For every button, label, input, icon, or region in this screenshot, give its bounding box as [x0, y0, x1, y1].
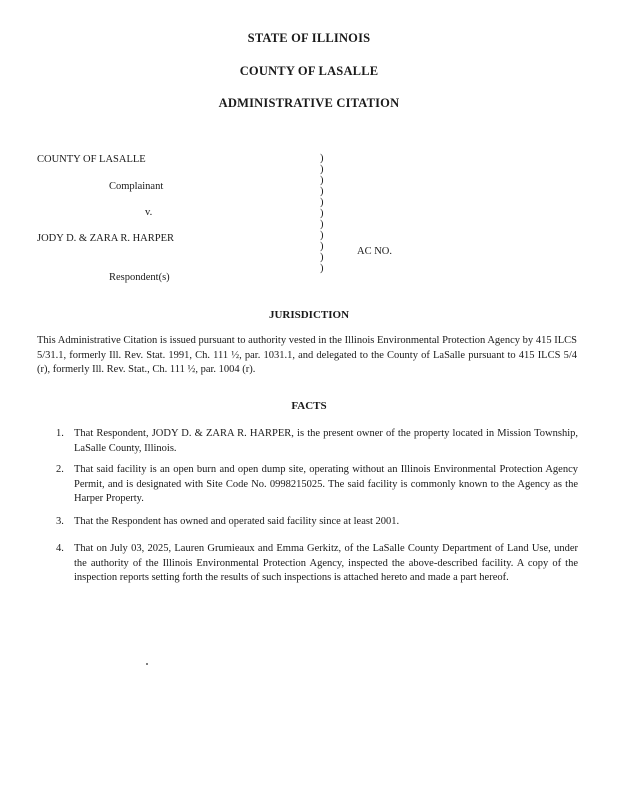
fact-item	[56, 427, 578, 456]
fact-text: That the Respondent has owned and operated said facility since at least 2001.	[74, 516, 400, 527]
paren: )	[320, 241, 324, 252]
fact-number: 4.	[56, 543, 64, 554]
ac-number-label: AC NO.	[357, 246, 393, 257]
versus-label: v.	[145, 207, 153, 218]
paren: )	[320, 263, 324, 274]
fact-item	[56, 542, 578, 586]
jurisdiction-paragraph: This Administrative Citation is issued pursuant to authority vested in the Illinois Environmental Protection Agency by 415 ILCS 5/31.1, formerly Ill. Rev. Stat. 1991, Ch. 111 ½, par. 1031.1, and delegated to the County of LaSalle pursuant to 415 ILCS 5/4 (r), formerly Ill. Rev. Stat., Ch. 111 ½, par. 1004 (r).	[37, 335, 577, 375]
facts-heading: FACTS	[291, 400, 327, 412]
paren: )	[320, 230, 324, 241]
respondent-label: Respondent(s)	[109, 272, 170, 283]
paren: )	[320, 153, 324, 164]
fact-text: That Respondent, JODY D. & ZARA R. HARPER, is the present owner of the property located in Mission Township, LaSalle County, Illinois.	[74, 428, 578, 454]
complainant-label: Complainant	[109, 181, 164, 192]
fact-item	[56, 463, 578, 507]
paren: )	[320, 186, 324, 197]
fact-number: 2.	[56, 464, 64, 475]
county-heading: COUNTY OF LASALLE	[239, 64, 379, 78]
caption-paren-column	[320, 153, 330, 274]
fact-number: 1.	[56, 428, 64, 439]
fact-number: 3.	[56, 516, 64, 527]
paren: )	[320, 252, 324, 263]
jurisdiction-heading: JURISDICTION	[268, 309, 350, 321]
state-heading: STATE OF ILLINOIS	[247, 31, 371, 45]
paren: )	[320, 164, 324, 175]
paren: )	[320, 219, 324, 230]
complainant-name: COUNTY OF LASALLE	[37, 154, 146, 165]
respondent-name: JODY D. & ZARA R. HARPER	[37, 233, 175, 244]
fact-text: That on July 03, 2025, Lauren Grumieaux and Emma Gerkitz, of the LaSalle County Department of Land Use, under the authority of the Illinois Environmental Protection Agency, inspected the above-described facility. A copy of the inspection reports setting forth the results of such inspections is attached hereto and made a part hereof.	[74, 543, 578, 583]
paren: )	[320, 208, 324, 219]
document-title: ADMINISTRATIVE CITATION	[218, 96, 400, 110]
paren: )	[320, 197, 324, 208]
paren: )	[320, 175, 324, 186]
fact-item	[56, 515, 578, 530]
stray-mark	[146, 663, 148, 665]
fact-text: That said facility is an open burn and open dump site, operating without an Illinois Environmental Protection Agency Permit, and is designated with Site Code No. 0998215025. The said facility is commonly known to the Agency as the Harper Property.	[74, 464, 578, 504]
